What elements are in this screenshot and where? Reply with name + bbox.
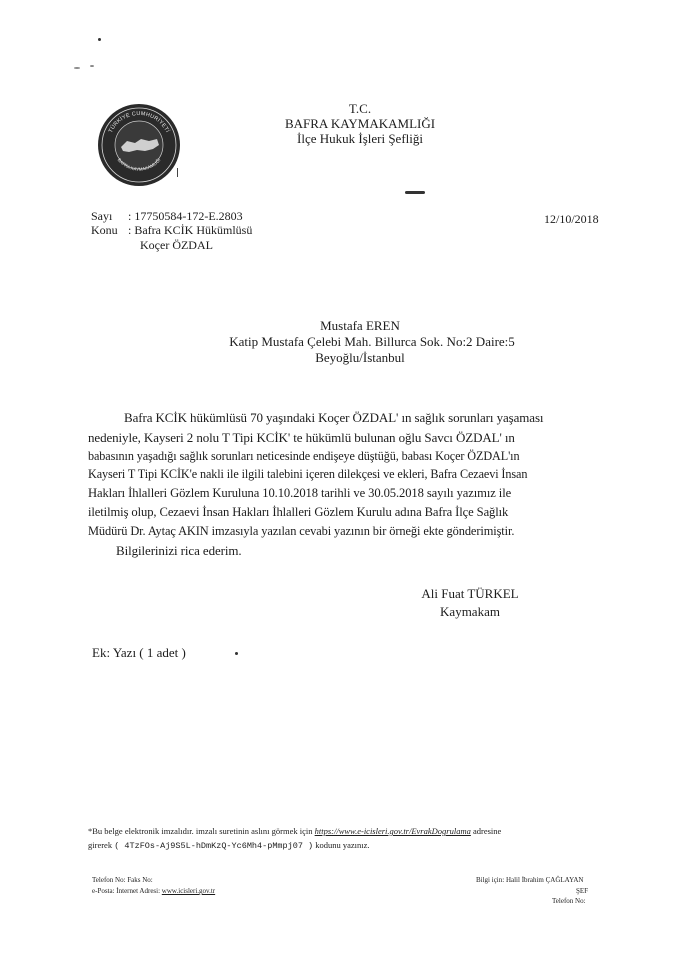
body-line-6: iletilmiş olup, Cezaevi İnsan Hakları İhlalleri Gözlem Kurulu adına Bafra İlçe Sağlık — [88, 505, 509, 519]
konu-value-second-line: Koçer ÖZDAL — [140, 238, 213, 252]
body-line-3: babasının yaşadığı sağlık sorunları neticesinde endişeye düştüğü, babası Koçer ÖZDAL'ın — [88, 449, 520, 463]
recipient-name: Mustafa EREN — [320, 318, 400, 333]
footer-info-title: ŞEF — [576, 887, 589, 895]
body-line-5: Hakları İhlalleri Gözlem Kuruluna 10.10.2018 tarihli ve 30.05.2018 sayılı yazımız ile — [88, 486, 512, 500]
seal-top-text: TÜRKİYE CUMHURİYETİ — [107, 110, 171, 134]
document-date: 12/10/2018 — [544, 212, 599, 226]
header-institution: BAFRA KAYMAKAMLIĞI — [284, 116, 436, 131]
official-seal — [97, 103, 181, 187]
verification-text: *Bu belge elektronik imzalıdır. imzalı suretinin aslını görmek için — [88, 826, 313, 836]
recipient-address-line2: Beyoğlu/İstanbul — [315, 350, 405, 365]
recipient-block — [150, 318, 570, 366]
signature-block — [395, 585, 545, 621]
konu-value: : Bafra KCİK Hükümlüsü — [128, 223, 253, 237]
attachment-line: Ek: Yazı ( 1 adet ) — [92, 645, 186, 660]
letterhead — [250, 101, 470, 146]
signatory-name: Ali Fuat TÜRKEL — [421, 586, 519, 601]
header-department: İlçe Hukuk İşleri Şefliği — [297, 131, 423, 146]
verification-note — [88, 826, 501, 836]
verification-text-girerek: girerek — [88, 840, 113, 850]
verification-code: ( 4TzFOs-Aj9S5L-hDmKzQ-Yc6Mh4-pMmpj07 ) — [114, 841, 314, 851]
footer-contact-label: e-Posta: İnternet Adresi: — [92, 887, 161, 895]
seal-bottom-text: BAFRA KAYMAKAMLIĞI — [116, 157, 162, 172]
scan-speck — [405, 191, 425, 194]
sayi-value: : 17750584-172-E.2803 — [128, 209, 243, 223]
footer-phone-fax: Telefon No: Faks No: — [92, 876, 153, 884]
body-line-2: nedeniyle, Kayseri 2 nolu T Tipi KCİK' te hükümlü bulunan oğlu Savcı ÖZDAL' ın — [88, 430, 515, 445]
footer-website-link[interactable]: www.icisleri.gov.tr — [161, 887, 216, 895]
body-line-7: Müdürü Dr. Aytaç AKIN imzasıyla yazılan cevabi yazının bir örneği ekte gönderimiştir. — [88, 524, 515, 538]
footer-contact — [92, 887, 215, 895]
scan-speck — [235, 652, 238, 655]
body-line-1: Bafra KCİK hükümlüsü 70 yaşındaki Koçer ÖZDAL' ın sağlık sorunları yaşaması — [124, 410, 544, 425]
scan-speck — [90, 65, 94, 67]
verification-text-cont: adresine — [472, 826, 502, 836]
signatory-title: Kaymakam — [440, 604, 500, 619]
closing-line: Bilgilerinizi rica ederim. — [116, 543, 242, 558]
konu-label: Konu — [91, 223, 118, 237]
scan-speck — [98, 38, 101, 41]
verification-link[interactable]: https://www.e-icisleri.gov.tr/EvrakDogrulama — [314, 826, 471, 836]
verification-code-line — [88, 840, 370, 851]
seal-mark — [177, 168, 178, 177]
header-tc: T.C. — [348, 101, 372, 116]
footer-info-phone: Telefon No: — [552, 897, 586, 905]
sayi-label: Sayı — [91, 209, 113, 223]
footer-info-contact: Bilgi için: Halil İbrahim ÇAĞLAYAN — [476, 876, 584, 884]
body-line-4: Kayseri T Tipi KCİK'e nakli ile ilgili talebini içeren dilekçesi ve ekleri, Bafra Cezaevi İnsan — [88, 467, 528, 481]
scan-speck — [74, 67, 80, 69]
verification-text-end: kodunu yazınız. — [315, 840, 370, 850]
recipient-address-line1: Katip Mustafa Çelebi Mah. Billurca Sok. No:2 Daire:5 — [229, 334, 515, 349]
